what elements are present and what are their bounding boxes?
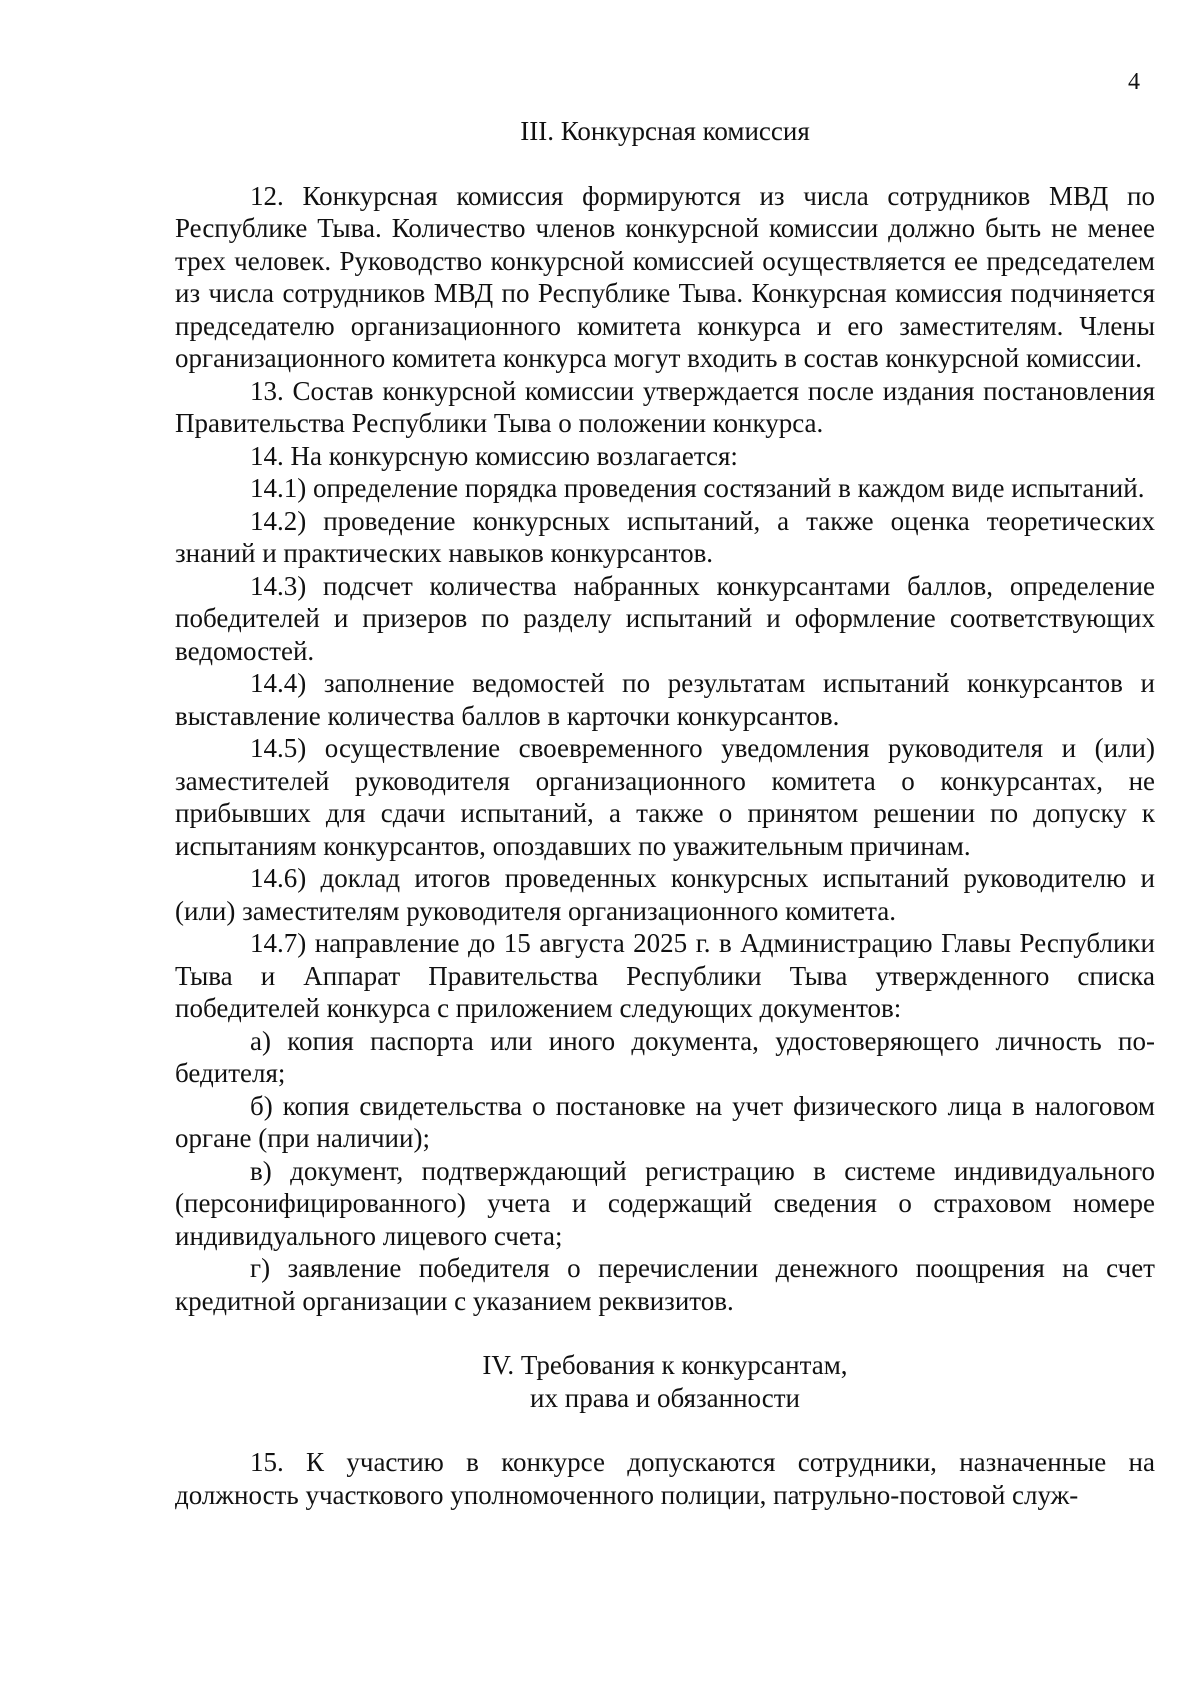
list-item-b: б) копия свидетельства о постановке на учет физического лица в налоговом органе (при наличии); [175,1090,1155,1153]
paragraph-14-3: 14.3) подсчет количества набранных конкурсантами баллов, определение победителей и призеров по разделу испытаний и оформление соответствующих ведомостей. [175,570,1155,666]
document-body [175,115,1155,1511]
list-item-g: г) заявление победителя о перечислении денежного поощрения на счет кредитной организации с указанием реквизитов. [175,1253,1155,1316]
paragraph-13: 13. Состав конкурсной комиссии утверждается после издания постановления Правительства Республики Тыва о положении конкурса. [175,375,1155,438]
list-item-v: в) документ, подтверждающий регистрацию в системе индивидуального (персонифицированного) учета и содержащий сведения о страховом номере индивидуального лицевого счета; [175,1155,1155,1251]
list-item-a: а) копия паспорта или иного документа, удостоверяющего личность победителя; [175,1025,1155,1088]
paragraph-14-2: 14.2) проведение конкурсных испытаний, а также оценка теоретических знаний и практических навыков конкурсантов. [175,505,1155,568]
paragraph-14-7: 14.7) направление до 15 августа 2025 г. в Администрацию Главы Республики Тыва и Аппарат Правительства Республики Тыва утвержденного списка победителей конкурса с приложением следующих документов: [175,928,1155,1023]
paragraph-12: 12. Конкурсная комиссия формируются из числа сотрудников МВД по Республике Тыва. Количество членов конкурсной комиссии должно быть не менее трех человек. Руководство конкурсной комиссией осуществляется ее председателем из числа сотрудников МВД по Республике Тыва. Конкурсная комиссия подчиняется председателю организационного комитета конкурса и его заместителям. Члены организационного комитета конкурса могут входить в состав конкурсной комиссии. [175,180,1155,373]
paragraph-14-5: 14.5) осуществление своевременного уведомления руководителя и (или) заместителей руководителя организационного комитета о конкурсантах, не прибывших для сдачи испытаний, а также о принятом решении по допуску к испытаниям конкурсантов, опоздавших по уважительным причинам. [175,733,1155,861]
paragraph-14-1: 14.1) определение порядка проведения состязаний в каждом виде испытаний. [250,473,1145,503]
section-4-title-line1: IV. Требования к конкурсантам, [482,1350,848,1380]
paragraph-14: 14. На конкурсную комиссию возлагается: [250,440,738,471]
paragraph-14-6: 14.6) доклад итогов проведенных конкурсных испытаний руководителю и (или) заместителям руководителя организационного комитета. [175,863,1155,926]
section-3-title: III. Конкурсная комиссия [520,116,810,146]
paragraph-14-4: 14.4) заполнение ведомостей по результатам испытаний конкурсантов и выставление количества баллов в карточки конкурсантов. [175,668,1155,731]
paragraph-15: 15. К участию в конкурсе допускаются сотрудники, назначенные на должность участкового уполномоченного полиции, патрульно-постовой служ- [175,1447,1155,1510]
page-number: 4 [1128,69,1140,95]
section-4-title-line2: их права и обязанности [530,1382,800,1413]
section-4-title [175,1349,1155,1414]
